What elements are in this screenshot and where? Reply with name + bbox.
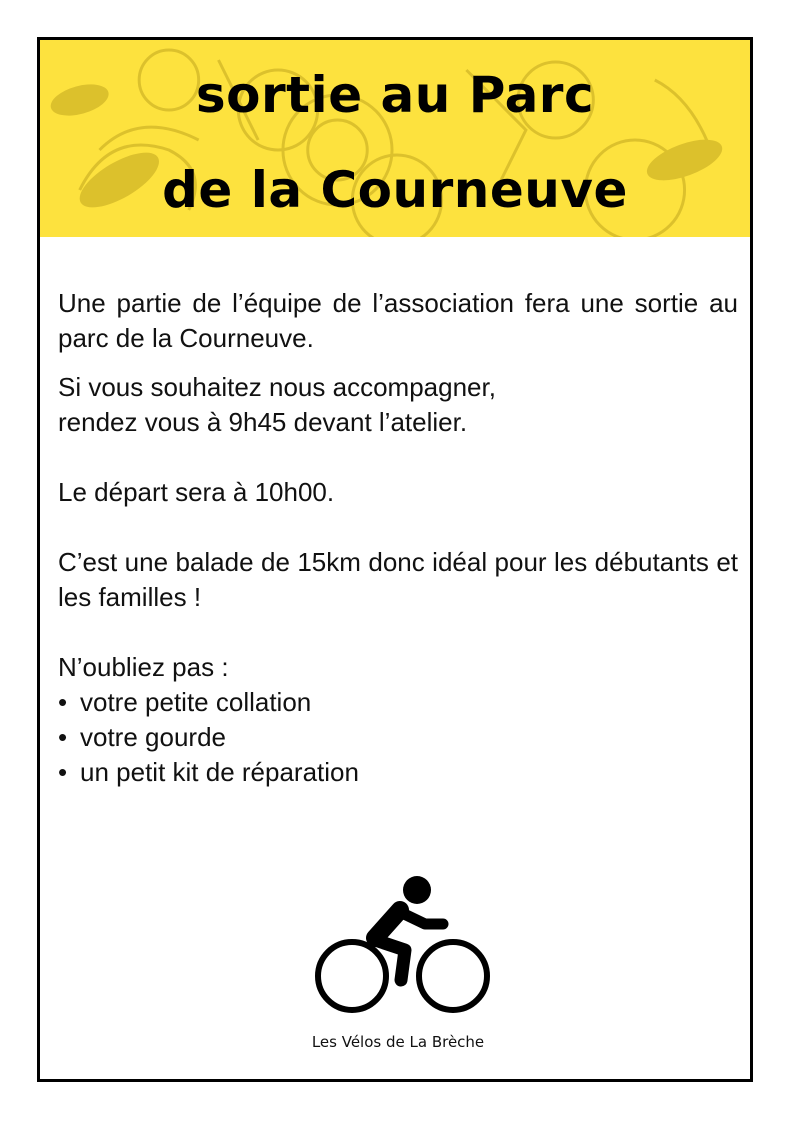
title-line-2: de la Courneuve bbox=[162, 161, 628, 219]
intro-paragraph: Une partie de l’équipe de l’association fera une sortie au parc de la Courneuve. bbox=[58, 288, 738, 353]
checklist-item-label: votre gourde bbox=[80, 722, 226, 752]
bullet: • bbox=[58, 687, 68, 717]
checklist-item bbox=[58, 685, 738, 720]
checklist bbox=[58, 685, 738, 790]
ride-description-paragraph: C’est une balade de 15km donc idéal pour les débutants et les familles ! bbox=[58, 547, 738, 612]
meeting-paragraph bbox=[58, 370, 738, 440]
checklist-item-label: votre petite collation bbox=[80, 687, 312, 717]
checklist-item-label: un petit kit de réparation bbox=[80, 757, 359, 787]
departure-paragraph: Le départ sera à 10h00. bbox=[58, 477, 335, 507]
brand-name: Les Vélos de La Brèche bbox=[311, 1033, 485, 1051]
checklist-heading: N’oubliez pas : bbox=[58, 652, 229, 682]
checklist-item bbox=[58, 755, 738, 790]
header-banner bbox=[40, 40, 750, 237]
poster-frame bbox=[37, 37, 753, 1082]
checklist-item bbox=[58, 720, 738, 755]
cyclist-icon bbox=[315, 868, 490, 1018]
meeting-line-1: Si vous souhaitez nous accompagner, bbox=[58, 372, 496, 402]
announcement-body bbox=[58, 286, 738, 790]
bullet: • bbox=[58, 722, 68, 752]
bullet: • bbox=[58, 757, 68, 787]
meeting-line-2: rendez vous à 9h45 devant l’atelier. bbox=[58, 407, 468, 437]
title-line-1: sortie au Parc bbox=[195, 66, 595, 124]
